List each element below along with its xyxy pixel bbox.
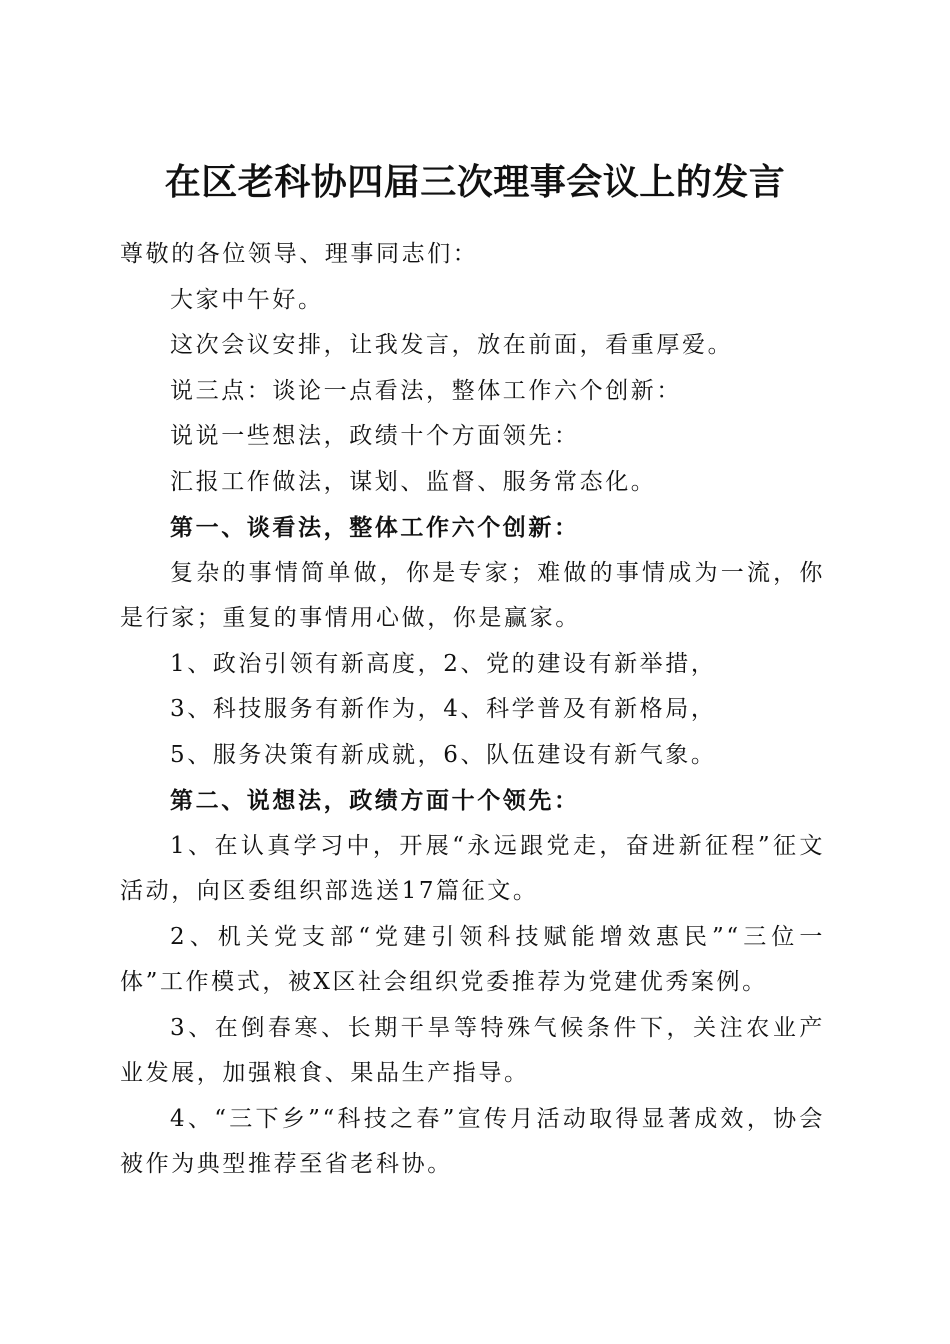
list-item: 1、政治引领有新高度，2、党的建设有新举措， bbox=[170, 650, 717, 677]
list-item: 4、“三下乡”“科技之春”宣传月活动取得显著成效，协会被作为典型推荐至省老科协。 bbox=[120, 1105, 825, 1177]
list-item: 1、在认真学习中，开展“永远跟党走，奋进新征程”征文活动，向区委组织部选送17篇征文。 bbox=[120, 832, 825, 904]
document-body bbox=[120, 232, 825, 1188]
salutation: 尊敬的各位领导、理事同志们： bbox=[120, 241, 479, 267]
paragraph: 说说一些想法，政绩十个方面领先： bbox=[170, 423, 580, 449]
list-item: 2、机关党支部“党建引领科技赋能增效惠民”“三位一体”工作模式，被X区社会组织党委推荐为党建优秀案例。 bbox=[120, 923, 825, 995]
section-heading: 第二、说想法，政绩方面十个领先： bbox=[170, 787, 580, 814]
paragraph: 汇报工作做法，谋划、监督、服务常态化。 bbox=[170, 468, 657, 495]
list-item: 3、在倒春寒、长期干旱等特殊气候条件下，关注农业产业发展，加强粮食、果品生产指导。 bbox=[120, 1014, 825, 1086]
paragraph: 这次会议安排，让我发言，放在前面，看重厚爱。 bbox=[170, 332, 734, 358]
greeting: 大家中午好。 bbox=[170, 286, 324, 313]
list-item: 3、科技服务有新作为，4、科学普及有新格局， bbox=[170, 696, 717, 722]
section-heading: 第一、谈看法，整体工作六个创新： bbox=[170, 514, 580, 541]
paragraph: 说三点：谈论一点看法，整体工作六个创新： bbox=[170, 377, 682, 404]
list-item: 5、服务决策有新成就，6、队伍建设有新气象。 bbox=[170, 741, 717, 768]
paragraph: 复杂的事情简单做，你是专家；难做的事情成为一流，你是行家；重复的事情用心做，你是赢家。 bbox=[120, 559, 825, 631]
document-title: 在区老科协四届三次理事会议上的发言 bbox=[164, 161, 786, 204]
